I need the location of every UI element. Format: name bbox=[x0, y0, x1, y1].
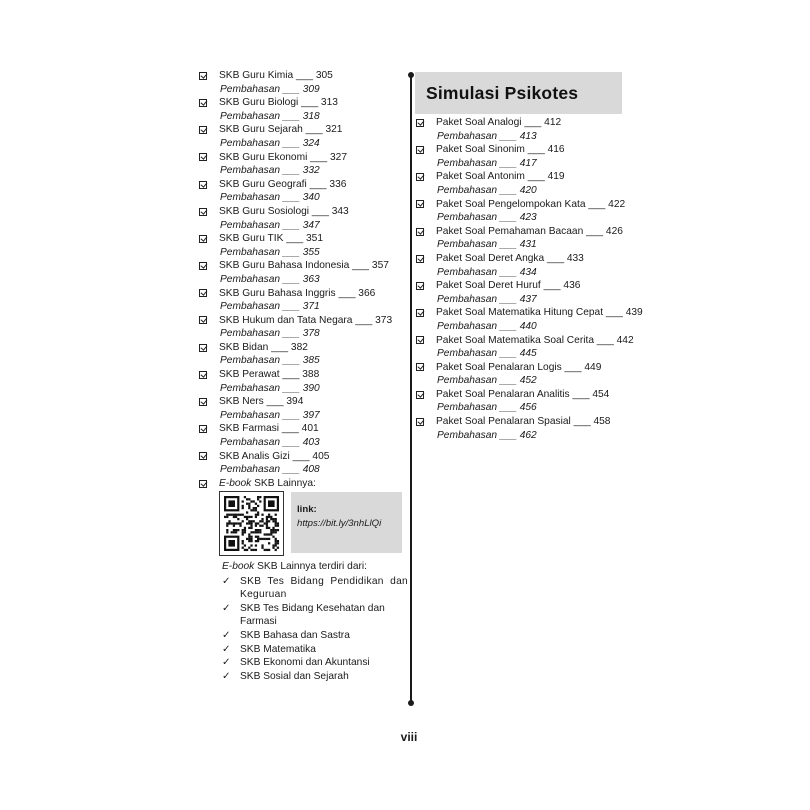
toc-entry-title: SKB Analis Gizi ___ 405 bbox=[219, 450, 330, 462]
toc-entry-title: SKB Guru Geografi ___ 336 bbox=[219, 178, 347, 190]
toc-entry-title: SKB Guru Kimia ___ 305 bbox=[219, 70, 333, 81]
checkmark-icon: ✓ bbox=[222, 670, 231, 682]
checked-checkbox-icon bbox=[199, 452, 207, 460]
checkmark-icon: ✓ bbox=[222, 602, 231, 614]
toc-entry-row bbox=[416, 116, 631, 130]
checked-checkbox-icon bbox=[199, 235, 207, 243]
toc-entry bbox=[199, 450, 409, 477]
toc-entry-title: SKB Hukum dan Tata Negara ___ 373 bbox=[219, 314, 393, 326]
toc-entry-row bbox=[199, 450, 409, 464]
ebook-contents bbox=[222, 560, 408, 683]
toc-entry-pembahasan: Pembahasan ___ 340 bbox=[220, 192, 320, 204]
toc-entry-title: SKB Farmasi ___ 401 bbox=[219, 423, 319, 435]
checked-checkbox-icon bbox=[416, 391, 424, 399]
toc-entry-row bbox=[199, 151, 409, 165]
toc-entry bbox=[199, 69, 409, 96]
toc-entry-title: Paket Soal Penalaran Analitis ___ 454 bbox=[436, 388, 610, 400]
ebook-item bbox=[222, 643, 408, 657]
toc-entry-pembahasan: Pembahasan ___ 431 bbox=[437, 239, 537, 251]
toc-entry bbox=[199, 151, 409, 178]
toc-entry-pembahasan: Pembahasan ___ 456 bbox=[437, 402, 537, 414]
ebook-item bbox=[222, 670, 408, 684]
toc-entry bbox=[199, 314, 409, 341]
toc-entry-row bbox=[199, 205, 409, 219]
toc-entry bbox=[199, 205, 409, 232]
divider-top-dot bbox=[408, 72, 414, 78]
toc-entry-pembahasan: Pembahasan ___ 347 bbox=[220, 219, 320, 231]
checked-checkbox-icon bbox=[199, 425, 207, 433]
checked-checkbox-icon bbox=[416, 336, 424, 344]
toc-entry-pembahasan: Pembahasan ___ 437 bbox=[437, 293, 537, 305]
checked-checkbox-icon bbox=[199, 480, 207, 488]
toc-entry bbox=[199, 259, 409, 286]
checkmark-icon: ✓ bbox=[222, 629, 231, 641]
toc-entry-title: SKB Guru Bahasa Inggris ___ 366 bbox=[219, 287, 376, 299]
link-url[interactable]: https://bit.ly/3nhLlQi bbox=[297, 518, 382, 529]
toc-entry-title: SKB Guru Sosiologi ___ 343 bbox=[219, 205, 349, 217]
toc-entry-title: SKB Guru TIK ___ 351 bbox=[219, 233, 324, 245]
checked-checkbox-icon bbox=[416, 255, 424, 263]
checked-checkbox-icon bbox=[199, 344, 207, 352]
left-toc-list bbox=[199, 69, 409, 477]
ebook-item-label: SKB Bahasa dan Sastra bbox=[240, 629, 350, 641]
ebook-item-label: SKB Ekonomi dan Akuntansi bbox=[240, 657, 370, 669]
checked-checkbox-icon bbox=[199, 262, 207, 270]
toc-entry bbox=[199, 422, 409, 449]
toc-entry-pembahasan: Pembahasan ___ 452 bbox=[437, 375, 537, 387]
right-toc-list bbox=[416, 116, 643, 442]
toc-entry-row bbox=[199, 123, 409, 137]
toc-entry-pembahasan: Pembahasan ___ 390 bbox=[220, 382, 320, 394]
toc-entry-row bbox=[199, 368, 409, 382]
toc-entry bbox=[416, 170, 631, 197]
toc-entry-row bbox=[199, 69, 409, 83]
toc-entry-row bbox=[199, 287, 409, 301]
toc-entry bbox=[416, 225, 631, 252]
toc-entry bbox=[199, 123, 409, 150]
checked-checkbox-icon bbox=[416, 200, 424, 208]
toc-entry bbox=[199, 96, 409, 123]
toc-entry-title: Paket Soal Analogi ___ 412 bbox=[436, 117, 562, 128]
toc-entry-pembahasan: Pembahasan ___ 434 bbox=[437, 266, 537, 278]
ebook-label-italic: E-book bbox=[219, 477, 252, 489]
toc-entry bbox=[416, 306, 643, 333]
toc-entry bbox=[199, 178, 409, 205]
ebook-item-label: SKB Sosial dan Sejarah bbox=[240, 670, 349, 682]
checked-checkbox-icon bbox=[416, 119, 424, 127]
ebook-item bbox=[222, 656, 408, 670]
toc-entry-row bbox=[416, 334, 634, 348]
ebook-intro-rest: SKB Lainnya terdiri dari: bbox=[254, 561, 367, 572]
toc-entry-pembahasan: Pembahasan ___ 445 bbox=[437, 348, 537, 360]
toc-entry-pembahasan: Pembahasan ___ 397 bbox=[220, 409, 320, 421]
toc-entry-title: Paket Soal Pemahaman Bacaan ___ 426 bbox=[436, 225, 623, 237]
qr-code-icon bbox=[219, 491, 284, 556]
toc-entry bbox=[416, 252, 631, 279]
toc-entry bbox=[416, 334, 634, 361]
column-divider bbox=[410, 75, 412, 703]
toc-entry-row bbox=[416, 306, 643, 320]
ebook-item-label: SKB Tes Bidang Kesehatan dan Farmasi bbox=[240, 602, 385, 628]
toc-entry-title: Paket Soal Matematika Soal Cerita ___ 442 bbox=[436, 334, 634, 346]
toc-entry-title: Paket Soal Deret Angka ___ 433 bbox=[436, 252, 584, 264]
checked-checkbox-icon bbox=[199, 153, 207, 161]
toc-entry-pembahasan: Pembahasan ___ 324 bbox=[220, 137, 320, 149]
checked-checkbox-icon bbox=[416, 309, 424, 317]
toc-entry-pembahasan: Pembahasan ___ 403 bbox=[220, 437, 320, 449]
ebook-item bbox=[222, 575, 408, 602]
ebook-item-label: SKB Matematika bbox=[240, 643, 316, 655]
toc-entry-pembahasan: Pembahasan ___ 423 bbox=[437, 212, 537, 224]
toc-entry-row bbox=[199, 422, 409, 436]
toc-entry-pembahasan: Pembahasan ___ 378 bbox=[220, 328, 320, 340]
toc-entry-row bbox=[199, 395, 409, 409]
toc-entry-pembahasan: Pembahasan ___ 385 bbox=[220, 355, 320, 367]
checked-checkbox-icon bbox=[416, 173, 424, 181]
toc-entry bbox=[416, 198, 631, 225]
checked-checkbox-icon bbox=[199, 72, 207, 80]
toc-entry-title: Paket Soal Antonim ___ 419 bbox=[436, 171, 565, 183]
checked-checkbox-icon bbox=[199, 289, 207, 297]
toc-entry-title: SKB Ners ___ 394 bbox=[219, 396, 304, 408]
toc-entry bbox=[416, 361, 631, 388]
toc-entry-row bbox=[199, 178, 409, 192]
toc-entry-pembahasan: Pembahasan ___ 413 bbox=[437, 130, 537, 142]
ebook-label-rest: SKB Lainnya: bbox=[251, 477, 316, 489]
toc-entry-row bbox=[199, 96, 409, 110]
checked-checkbox-icon bbox=[199, 371, 207, 379]
toc-entry-row bbox=[199, 259, 409, 273]
section-header bbox=[415, 72, 622, 114]
toc-entry-row bbox=[416, 415, 631, 429]
ebook-intro bbox=[222, 560, 408, 574]
toc-entry-title: SKB Guru Ekonomi ___ 327 bbox=[219, 151, 347, 163]
toc-entry-pembahasan: Pembahasan ___ 420 bbox=[437, 184, 537, 196]
checked-checkbox-icon bbox=[199, 316, 207, 324]
checked-checkbox-icon bbox=[416, 418, 424, 426]
ebook-item-label: SKB Tes Bidang Pendidikan dan Keguruan bbox=[240, 575, 408, 601]
toc-entry-pembahasan: Pembahasan ___ 417 bbox=[437, 157, 537, 169]
toc-entry-pembahasan: Pembahasan ___ 408 bbox=[220, 464, 320, 476]
checked-checkbox-icon bbox=[416, 363, 424, 371]
checked-checkbox-icon bbox=[199, 181, 207, 189]
ebook-item bbox=[222, 629, 408, 643]
toc-entry bbox=[199, 341, 409, 368]
ebook-intro-italic: E-book bbox=[222, 561, 255, 572]
toc-entry-title: Paket Soal Sinonim ___ 416 bbox=[436, 144, 565, 156]
toc-entry bbox=[199, 232, 409, 259]
toc-entry-title: Paket Soal Deret Huruf ___ 436 bbox=[436, 280, 581, 292]
toc-entry bbox=[199, 287, 409, 314]
toc-entry bbox=[199, 368, 409, 395]
toc-entry-pembahasan: Pembahasan ___ 371 bbox=[220, 301, 320, 313]
checkmark-icon: ✓ bbox=[222, 643, 231, 655]
toc-entry-row bbox=[416, 361, 631, 375]
left-column bbox=[199, 69, 409, 490]
link-label: link: bbox=[297, 504, 317, 515]
toc-entry bbox=[416, 116, 631, 143]
toc-entry-row bbox=[416, 170, 631, 184]
ebook-link-box[interactable] bbox=[291, 492, 402, 553]
checked-checkbox-icon bbox=[199, 99, 207, 107]
toc-entry-row bbox=[199, 314, 409, 328]
checked-checkbox-icon bbox=[199, 398, 207, 406]
toc-entry-row bbox=[416, 252, 631, 266]
toc-entry bbox=[416, 279, 631, 306]
toc-entry-row bbox=[199, 341, 409, 355]
toc-entry bbox=[416, 388, 631, 415]
toc-entry-pembahasan: Pembahasan ___ 363 bbox=[220, 273, 320, 285]
ebook-item bbox=[222, 602, 408, 629]
checked-checkbox-icon bbox=[416, 228, 424, 236]
toc-entry-title: SKB Guru Bahasa Indonesia ___ 357 bbox=[219, 260, 389, 272]
toc-entry-title: SKB Perawat ___ 388 bbox=[219, 369, 320, 381]
toc-entry-title: Paket Soal Pengelompokan Kata ___ 422 bbox=[436, 198, 626, 210]
toc-entry-pembahasan: Pembahasan ___ 332 bbox=[220, 165, 320, 177]
toc-entry-pembahasan: Pembahasan ___ 440 bbox=[437, 320, 537, 332]
toc-entry-pembahasan: Pembahasan ___ 462 bbox=[437, 429, 537, 441]
ebook-item-list bbox=[222, 575, 408, 684]
toc-entry-title: SKB Bidan ___ 382 bbox=[219, 341, 308, 353]
toc-entry-pembahasan: Pembahasan ___ 318 bbox=[220, 110, 320, 122]
qr-code-graphic bbox=[220, 492, 283, 555]
toc-entry-row bbox=[416, 143, 631, 157]
right-column bbox=[416, 116, 643, 442]
checked-checkbox-icon bbox=[199, 208, 207, 216]
toc-entry bbox=[199, 395, 409, 422]
toc-entry-row bbox=[416, 279, 631, 293]
checkmark-icon: ✓ bbox=[222, 575, 231, 587]
toc-entry-row bbox=[416, 388, 631, 402]
toc-entry-pembahasan: Pembahasan ___ 355 bbox=[220, 246, 320, 258]
checked-checkbox-icon bbox=[416, 146, 424, 154]
toc-entry-title: Paket Soal Penalaran Spasial ___ 458 bbox=[436, 416, 611, 428]
toc-entry-title: Paket Soal Penalaran Logis ___ 449 bbox=[436, 361, 602, 373]
checked-checkbox-icon bbox=[416, 282, 424, 290]
checked-checkbox-icon bbox=[199, 126, 207, 134]
section-title: Simulasi Psikotes bbox=[426, 83, 579, 103]
toc-entry-row bbox=[416, 225, 631, 239]
toc-entry-pembahasan: Pembahasan ___ 309 bbox=[220, 83, 320, 95]
ebook-heading bbox=[199, 477, 409, 491]
checkmark-icon: ✓ bbox=[222, 657, 231, 669]
divider-bottom-dot bbox=[408, 700, 414, 706]
toc-entry-row bbox=[199, 232, 409, 246]
toc-entry-title: Paket Soal Matematika Hitung Cepat ___ 439 bbox=[436, 307, 643, 319]
toc-entry bbox=[416, 415, 631, 442]
toc-entry-title: SKB Guru Sejarah ___ 321 bbox=[219, 124, 343, 136]
toc-entry-row bbox=[416, 198, 631, 212]
page-number: viii bbox=[400, 730, 418, 744]
toc-entry bbox=[416, 143, 631, 170]
toc-entry-title: SKB Guru Biologi ___ 313 bbox=[219, 97, 338, 109]
